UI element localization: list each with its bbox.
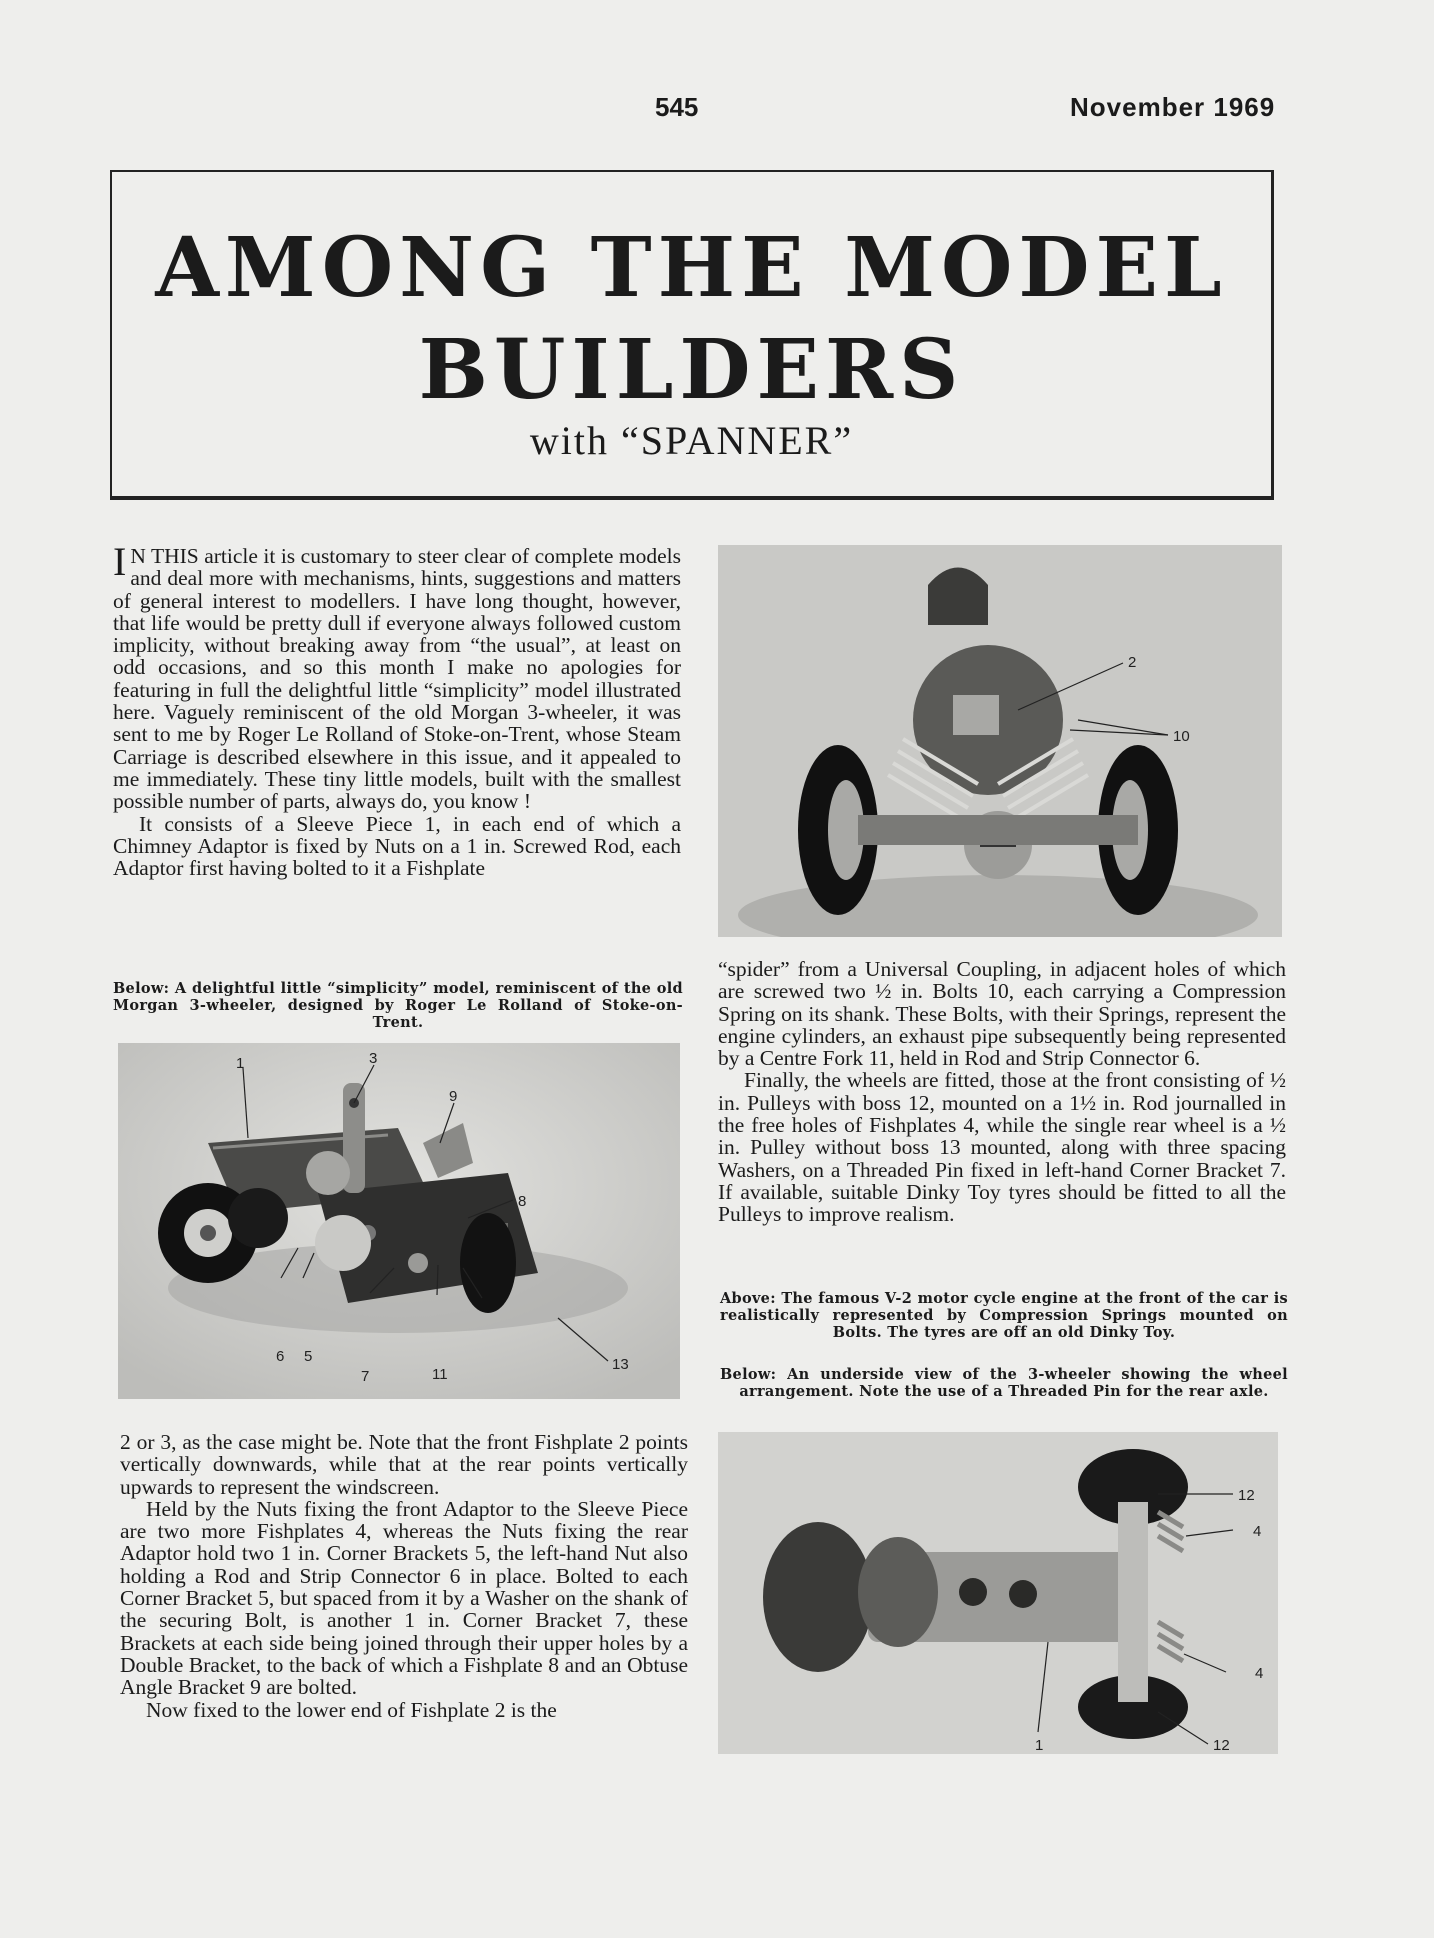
caption-right-below: Below: An underside view of the 3-wheeler showing the wheel arrangement. Note the use of a Threaded Pin for the rear axle.	[720, 1366, 1288, 1400]
page-number: 545	[655, 92, 699, 122]
photo-label: 10	[1173, 728, 1190, 745]
photo-label: 12	[1238, 1487, 1255, 1504]
paragraph: 2 or 3, as the case might be. Note that the front Fishplate 2 points vertically downwards, while that at the rear points vertically upwards to represent the windscreen.	[120, 1430, 688, 1499]
model-illustration	[118, 1043, 680, 1399]
photo-label: 1	[236, 1055, 245, 1072]
engine-illustration	[718, 545, 1282, 937]
paragraph-text: N THIS article it is customary to steer clear of complete models and deal more with mechanisms, hints, suggestions and matters of general interest to modellers. I have long thought, however, that life would be pretty dull if everyone always followed custom implicity, without breaking away from “the usual”, at least on odd occasions, and so this month I make no apologies for featuring in full the delightful little “simplicity” model illustrated here. Vaguely reminiscent of the old Morgan 3-wheeler, it was sent to me by Roger Le Rolland of Stoke-on-Trent, whose Steam Carriage is described elsewhere in this issue, and it appealed to me immediately. These tiny little models, built with the smallest possible number of parts, always do, you know !	[113, 544, 681, 814]
photo-label: 3	[369, 1050, 378, 1067]
photo-label: 6	[276, 1348, 285, 1365]
photo-label: 5	[304, 1348, 313, 1365]
drop-cap: I	[113, 539, 127, 584]
model-photo	[118, 1043, 680, 1399]
paragraph: Held by the Nuts fixing the front Adaptor to the Sleeve Piece are two more Fishplates 4, whereas the Nuts fixing the rear Adaptor hold two 1 in. Corner Brackets 5, the left-hand Nut also holding a Rod and Strip Connector 6 in place. Bolted to each Corner Bracket 5, but spaced from it by a Washer on the shank of the securing Bolt, is another 1 in. Corner Bracket 7, these Brackets at each side being joined through their upper holes by a Double Bracket, to the back of which a Fishplate 8 and an Obtuse Angle Bracket 9 are bolted.	[120, 1496, 688, 1700]
issue-date: November 1969	[1070, 92, 1276, 122]
photo-label: 1	[1035, 1737, 1044, 1754]
paragraph: “spider” from a Universal Coupling, in adjacent holes of which are screwed two ½ in. Bolts 10, each carrying a Compression Spring on its shank. These Bolts, with their Springs, represent the engine cylinders, an exhaust pipe subsequently being represented by a Centre Fork 11, held in Rod and Strip Connector 6.	[718, 957, 1286, 1071]
photo-label: 2	[1128, 654, 1137, 671]
paragraph: Finally, the wheels are fitted, those at the front consisting of ½ in. Pulleys with boss 12, mounted on a 1½ in. Rod journalled in the free holes of Fishplates 4, while the single rear wheel is a ½ in. Pulley without boss 13 mounted, along with three spacing Washers, on a Threaded Pin fixed in left-hand Corner Bracket 7. If available, suitable Dinky Toy tyres should be fitted to all the Pulleys to improve realism.	[718, 1068, 1286, 1227]
photo-label: 4	[1253, 1523, 1262, 1540]
left-column-top	[113, 539, 681, 881]
right-column	[718, 958, 1286, 1226]
paragraph: Now fixed to the lower end of Fishplate 2 is the	[146, 1697, 557, 1722]
photo-label: 9	[449, 1088, 458, 1105]
photo-label: 8	[518, 1193, 527, 1210]
photo-label: 7	[361, 1368, 370, 1385]
article-title	[112, 217, 1271, 421]
underside-photo	[718, 1432, 1278, 1754]
caption-right-above: Above: The famous V-2 motor cycle engine at the front of the car is realistically represented by Compression Springs mounted on Bolts. The tyres are off an old Dinky Toy.	[720, 1290, 1288, 1341]
left-column-bottom	[120, 1431, 688, 1721]
underside-illustration	[718, 1432, 1278, 1754]
paragraph	[113, 539, 681, 814]
engine-photo	[718, 545, 1282, 937]
photo-label: 11	[432, 1366, 448, 1383]
title-line-1: AMONG THE MODEL	[155, 220, 1228, 316]
photo-label: 12	[1213, 1737, 1230, 1754]
paragraph: It consists of a Sleeve Piece 1, in each end of which a Chimney Adaptor is fixed by Nuts on a 1 in. Screwed Rod, each Adaptor first having bolted to it a Fishplate	[113, 811, 681, 881]
byline: with “SPANNER”	[529, 418, 854, 463]
title-line-2: BUILDERS	[418, 322, 965, 418]
photo-label: 13	[612, 1356, 629, 1373]
caption-left: Below: A delightful little “simplicity” model, reminiscent of the old Morgan 3-wheeler, designed by Roger Le Rolland of Stoke-on-Trent.	[113, 980, 683, 1031]
photo-label: 4	[1255, 1665, 1264, 1682]
title-box	[110, 170, 1274, 500]
